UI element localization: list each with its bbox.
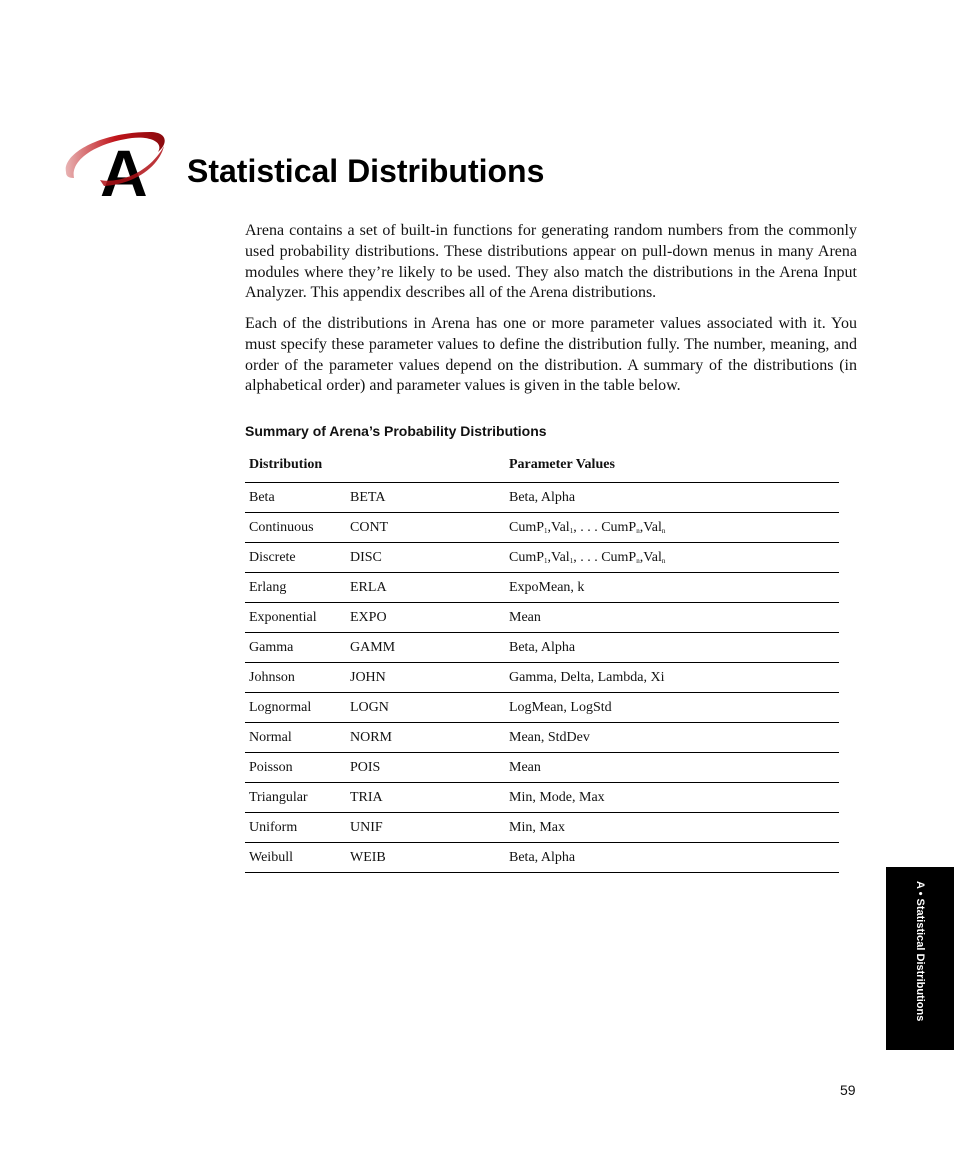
distribution-name: Discrete	[245, 543, 346, 573]
param-subscript: n	[661, 556, 666, 565]
table-header-row	[245, 447, 839, 483]
param-text: ,Val	[547, 519, 570, 535]
distribution-params: Min, Max	[505, 813, 839, 843]
param-subscript: n	[661, 526, 666, 535]
distribution-abbr: NORM	[346, 723, 505, 753]
header-parameter-values: Parameter Values	[505, 447, 839, 483]
table-row	[245, 633, 839, 663]
param-subscript: n	[636, 526, 640, 535]
param-subscript: n	[636, 556, 640, 565]
distribution-name: Erlang	[245, 573, 346, 603]
distribution-name: Continuous	[245, 513, 346, 543]
distribution-params: Beta, Alpha	[505, 483, 839, 513]
distribution-abbr: TRIA	[346, 783, 505, 813]
distribution-params: Mean	[505, 753, 839, 783]
chapter-letter-logo	[60, 128, 170, 200]
distribution-abbr: LOGN	[346, 693, 505, 723]
side-tab-label: A • Statistical Distributions	[914, 881, 926, 1022]
distribution-params: Beta, Alpha	[505, 843, 839, 873]
distribution-abbr: EXPO	[346, 603, 505, 633]
distribution-abbr: GAMM	[346, 633, 505, 663]
chapter-letter: A	[100, 136, 148, 200]
distribution-params: Min, Mode, Max	[505, 783, 839, 813]
table-row	[245, 603, 839, 633]
distribution-abbr: WEIB	[346, 843, 505, 873]
parameters-paragraph: Each of the distributions in Arena has one or more parameter values associated with it. You must specify these parameter values to define the distribution fully. The number, meaning, and order of the parameter values depend on the distribution. A summary of the distributions (in alphabetical order) and parameter values is given in the table below.	[245, 315, 857, 395]
distribution-abbr: DISC	[346, 543, 505, 573]
distributions-table	[245, 447, 839, 873]
table-row	[245, 843, 839, 873]
distribution-name: Normal	[245, 723, 346, 753]
distribution-abbr: POIS	[346, 753, 505, 783]
distribution-abbr: UNIF	[346, 813, 505, 843]
param-text: , . . . CumP	[573, 549, 637, 565]
distribution-name: Gamma	[245, 633, 346, 663]
param-text: ,Val	[547, 549, 570, 565]
header-distribution: Distribution	[245, 447, 505, 483]
param-subscript: 1	[569, 526, 574, 535]
param-text: CumP	[509, 519, 545, 535]
param-subscript: 1	[569, 556, 574, 565]
distribution-abbr: JOHN	[346, 663, 505, 693]
table-row	[245, 573, 839, 603]
distribution-params	[505, 543, 839, 573]
table-row	[245, 663, 839, 693]
distribution-params: Gamma, Delta, Lambda, Xi	[505, 663, 839, 693]
distribution-name: Exponential	[245, 603, 346, 633]
table-row	[245, 753, 839, 783]
page-number: 59	[840, 1082, 856, 1098]
distribution-name: Beta	[245, 483, 346, 513]
distribution-params: LogMean, LogStd	[505, 693, 839, 723]
distribution-abbr: ERLA	[346, 573, 505, 603]
table-row	[245, 723, 839, 753]
distribution-name: Johnson	[245, 663, 346, 693]
table-row	[245, 693, 839, 723]
distribution-name: Triangular	[245, 783, 346, 813]
distribution-params: Mean, StdDev	[505, 723, 839, 753]
distribution-name: Weibull	[245, 843, 346, 873]
distribution-abbr: CONT	[346, 513, 505, 543]
distribution-params	[505, 513, 839, 543]
page-title: Statistical Distributions	[187, 153, 545, 189]
table-caption: Summary of Arena’s Probability Distributions	[245, 423, 547, 439]
param-text: ,Val	[639, 549, 662, 565]
param-text: , . . . CumP	[573, 519, 637, 535]
distribution-params: ExpoMean, k	[505, 573, 839, 603]
distribution-abbr: BETA	[346, 483, 505, 513]
distribution-name: Poisson	[245, 753, 346, 783]
distribution-name: Uniform	[245, 813, 346, 843]
table-row	[245, 783, 839, 813]
table-row	[245, 513, 839, 543]
table-row	[245, 543, 839, 573]
param-subscript: 1	[544, 526, 548, 535]
param-subscript: 1	[544, 556, 548, 565]
table-body	[245, 483, 839, 873]
distribution-params: Beta, Alpha	[505, 633, 839, 663]
distribution-params: Mean	[505, 603, 839, 633]
param-text: CumP	[509, 549, 545, 565]
chapter-side-tab	[886, 867, 954, 1050]
table-row	[245, 813, 839, 843]
param-text: ,Val	[639, 519, 662, 535]
table-row	[245, 483, 839, 513]
intro-paragraph: Arena contains a set of built-in functions for generating random numbers from the commonly used probability distributions. These distributions appear on pull-down menus in many Arena modules where they’re likely to be used. They also match the distributions in the Arena Input Analyzer. This appendix describes all of the Arena distributions.	[245, 222, 857, 302]
distribution-name: Lognormal	[245, 693, 346, 723]
